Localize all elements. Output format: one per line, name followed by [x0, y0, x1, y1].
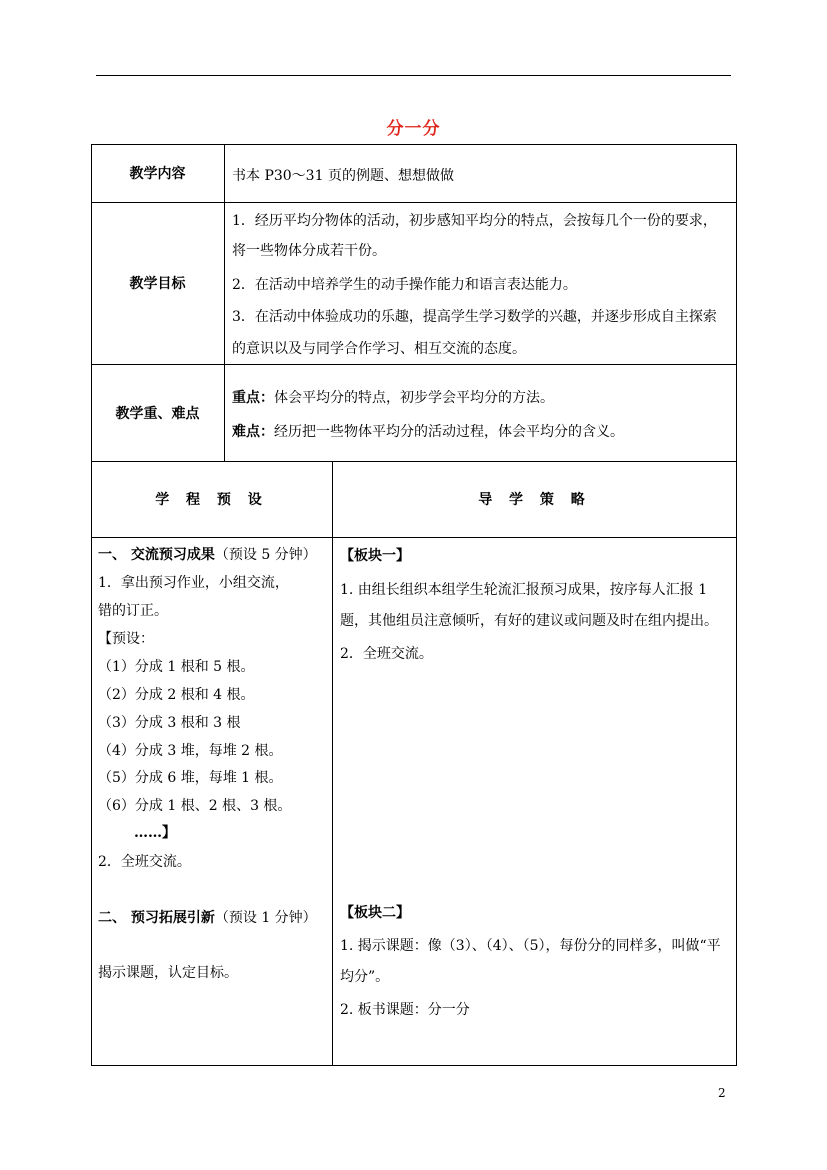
list-item: ……】 [134, 825, 176, 841]
objective-line: 将一些物体分成若干份。 [232, 243, 386, 259]
section-one-time: （预设 5 分钟） [214, 547, 317, 563]
list-item: （3）分成 3 根和 3 根 [98, 715, 241, 731]
list-item: 1. 由组长组织本组学生轮流汇报预习成果，按序每人汇报 1 [340, 582, 708, 598]
list-item: 揭示课题，认定目标。 [98, 965, 238, 981]
block-two-title: 【板块二】 [340, 905, 410, 921]
section-two-title: 二、 预习拓展引新 [98, 910, 215, 926]
list-item: 均分”。 [340, 969, 390, 985]
list-item: （1）分成 1 根和 5 根。 [98, 659, 255, 675]
objective-line: 3．在活动中体验成功的乐趣，提高学生学习数学的兴趣，并逐步形成自主探索 [232, 309, 717, 325]
key-point-label: 重点： [232, 390, 274, 406]
header-rule [96, 75, 731, 76]
list-item: （5）分成 6 堆，每堆 1 根。 [98, 770, 283, 786]
list-item: 错的订正。 [98, 603, 168, 619]
page-number: 2 [718, 1086, 726, 1100]
list-item: （6）分成 1 根、2 根、3 根。 [98, 798, 292, 814]
list-item: 1．拿出预习作业，小组交流， [98, 575, 289, 591]
column-header-guidance: 导 学 策 略 [478, 492, 591, 508]
list-item: 2. 板书课题：分一分 [340, 1002, 470, 1018]
key-point [232, 387, 554, 407]
objective-line: 1．经历平均分物体的活动，初步感知平均分的特点，会按每几个一份的要求， [232, 213, 717, 229]
section-two-heading [98, 907, 317, 927]
list-item: 1. 揭示课题：像（3）、（4）、（5），每份分的同样多，叫做“平 [340, 938, 721, 954]
difficult-point-text: 经历把一些物体平均分的活动过程，体会平均分的含义。 [274, 424, 624, 440]
difficult-point [232, 421, 624, 441]
objective-line: 2．在活动中培养学生的动手操作能力和语言表达能力。 [232, 277, 577, 293]
page-title: 分一分 [386, 119, 441, 139]
block-one-title: 【板块一】 [340, 548, 410, 564]
key-point-text: 体会平均分的特点，初步学会平均分的方法。 [274, 390, 554, 406]
section-two-time: （预设 1 分钟） [214, 910, 317, 926]
section-one-title: 一、 交流预习成果 [98, 547, 215, 563]
row-label-content: 教学内容 [129, 166, 186, 182]
list-item: 2．全班交流。 [98, 854, 191, 870]
list-item: （4）分成 3 堆，每堆 2 根。 [98, 743, 283, 759]
column-header-learning: 学 程 预 设 [155, 492, 268, 508]
row-label-objectives: 教学目标 [129, 276, 186, 292]
list-item: 2．全班交流。 [340, 646, 433, 662]
list-item: 【预设： [98, 631, 154, 647]
row-content-text: 书本 P30～31 页的例题、想想做做 [232, 168, 454, 184]
row-label-keypoints: 教学重、难点 [115, 405, 200, 422]
list-item: 题，其他组员注意倾听，有好的建议或问题及时在组内提出。 [340, 613, 718, 629]
section-one-heading [98, 544, 317, 564]
list-item: （2）分成 2 根和 4 根。 [98, 687, 255, 703]
difficult-point-label: 难点： [232, 424, 274, 440]
objective-line: 的意识以及与同学合作学习、相互交流的态度。 [232, 341, 526, 357]
